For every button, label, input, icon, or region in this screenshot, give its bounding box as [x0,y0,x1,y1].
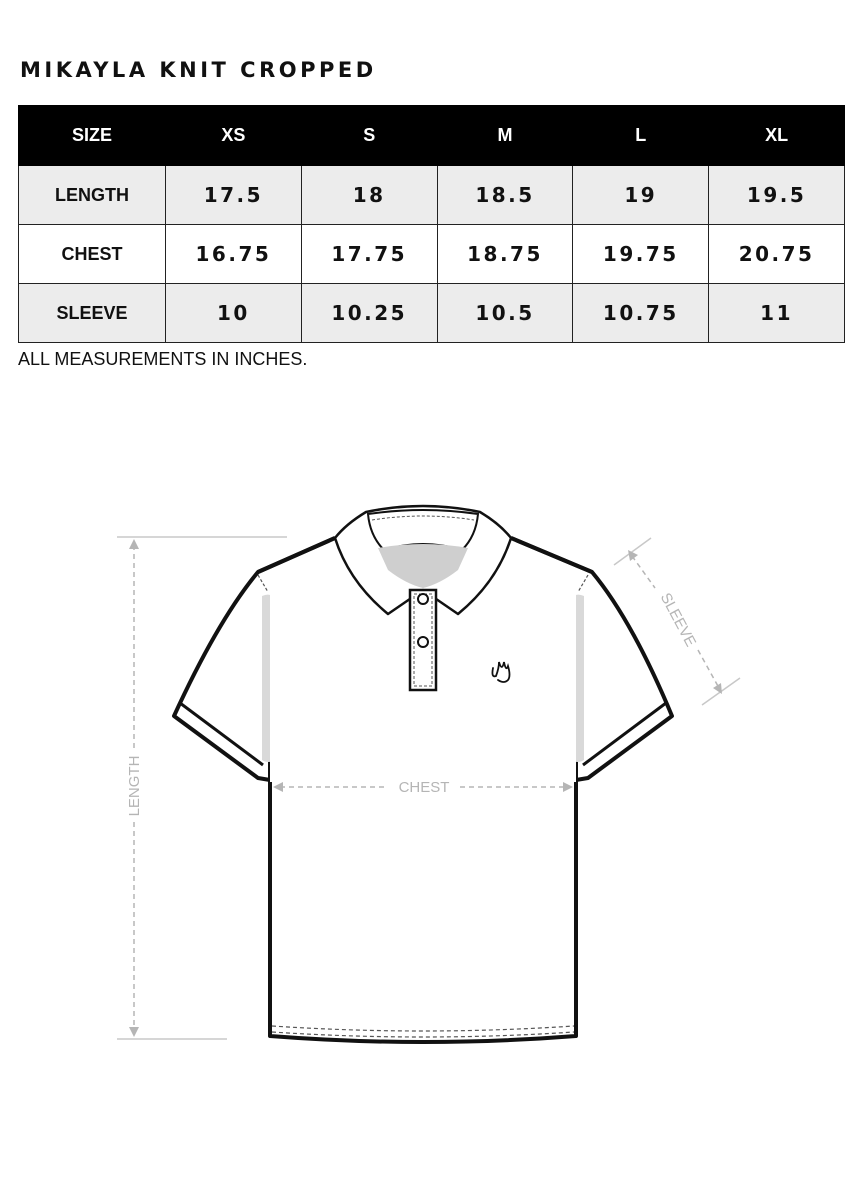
measurement-note: ALL MEASUREMENTS IN INCHES. [18,349,308,369]
table-row-chest [19,225,845,284]
table-cell: 18 [301,166,437,225]
button-bottom-icon [418,637,428,647]
table-cell: 20.75 [709,225,845,284]
length-label: LENGTH [126,755,143,817]
header-s: S [301,106,437,166]
table-cell: 18.5 [437,166,573,225]
header-xs: XS [166,106,302,166]
table-cell: 17.5 [166,166,302,225]
sleeve-dimension-line-upper [632,556,655,588]
sleeve-top-guide [614,538,651,565]
table-header-row [19,106,845,166]
header-size: SIZE [19,106,166,166]
sleeve-label: SLEEVE [656,590,700,650]
row-label: LENGTH [19,166,166,225]
table-cell: 19.75 [573,225,709,284]
header-m: M [437,106,573,166]
length-arrow-up-icon [129,539,139,549]
row-label: CHEST [19,225,166,284]
page-title: MIKAYLA KNIT CROPPED [20,58,377,82]
row-label: SLEEVE [19,284,166,343]
table-cell: 10 [166,284,302,343]
shirt-body [270,780,576,1042]
table-cell: 10.25 [301,284,437,343]
button-top-icon [418,594,428,604]
table-row-sleeve [19,284,845,343]
table-cell: 11 [709,284,845,343]
table-row-length [19,166,845,225]
table-cell: 17.75 [301,225,437,284]
polo-shirt-diagram [0,490,860,1070]
length-arrow-down-icon [129,1027,139,1037]
sleeve-dimension-line-lower [698,650,719,688]
table-cell: 18.75 [437,225,573,284]
size-chart-table [18,105,845,343]
table-cell: 10.75 [573,284,709,343]
table-cell: 19 [573,166,709,225]
table-cell: 19.5 [709,166,845,225]
table-cell: 16.75 [166,225,302,284]
table-cell: 10.5 [437,284,573,343]
header-xl: XL [709,106,845,166]
header-l: L [573,106,709,166]
chest-label: CHEST [398,779,450,796]
